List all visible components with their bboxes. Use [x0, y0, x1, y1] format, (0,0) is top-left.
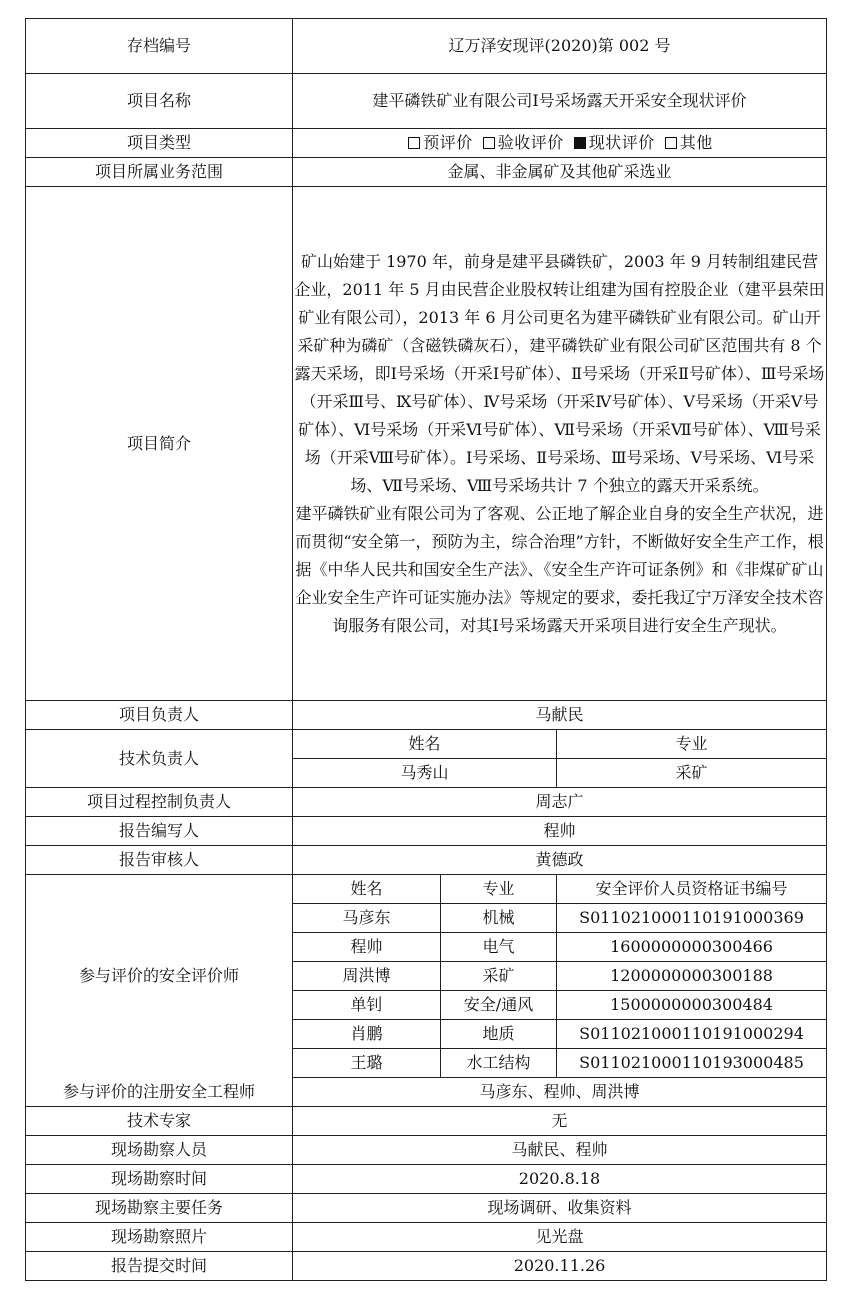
site-photos-label: 现场勘察照片 — [26, 1223, 293, 1252]
evaluator-name: 肖鹏 — [293, 1020, 441, 1049]
process-control-row — [26, 788, 827, 817]
site-staff-label: 现场勘察人员 — [26, 1136, 293, 1165]
evaluator-major: 机械 — [441, 904, 557, 933]
site-photos-value: 见光盘 — [293, 1223, 827, 1252]
site-task-value: 现场调研、收集资料 — [293, 1194, 827, 1223]
site-time-value: 2020.8.18 — [293, 1165, 827, 1194]
tech-lead-label: 技术负责人 — [26, 730, 293, 788]
site-time-row — [26, 1165, 827, 1194]
site-staff-value: 马献民、程帅 — [293, 1136, 827, 1165]
project-name-label: 项目名称 — [26, 74, 293, 129]
tech-lead-major: 采矿 — [557, 759, 827, 788]
registered-engineers-row — [26, 1078, 827, 1107]
intro-label: 项目简介 — [26, 187, 293, 701]
business-scope-value: 金属、非金属矿及其他矿采选业 — [293, 158, 827, 187]
evaluator-name: 王璐 — [293, 1049, 441, 1078]
evaluator-name: 程帅 — [293, 933, 441, 962]
intro-paragraph: 建平磷铁矿业有限公司为了客观、公正地了解企业自身的安全生产状况，进而贯彻“安全第一，预防为主，综合治理”方针，不断做好安全生产工作，根据《中华人民共和国安全生产法》、《安全生产许可证条例》和《非煤矿矿山企业安全生产许可证实施办法》等规定的要求，委托我辽宁万泽安全技术咨询服务有限公司，对其Ⅰ号采场露天开采项目进行安全生产现状。 — [295, 503, 824, 635]
report-reviewer-label: 报告审核人 — [26, 846, 293, 875]
evaluators-label: 参与评价的安全评价师 — [26, 875, 293, 1078]
process-control-value: 周志广 — [293, 788, 827, 817]
registered-engineers-value: 马彦东、程帅、周洪博 — [293, 1078, 827, 1107]
report-writer-label: 报告编写人 — [26, 817, 293, 846]
submit-time-value: 2020.11.26 — [293, 1252, 827, 1281]
tech-lead-name: 马秀山 — [293, 759, 557, 788]
project-lead-value: 马献民 — [293, 701, 827, 730]
submit-time-label: 报告提交时间 — [26, 1252, 293, 1281]
evaluator-name: 周洪博 — [293, 962, 441, 991]
tech-expert-label: 技术专家 — [26, 1107, 293, 1136]
intro-row — [26, 187, 827, 701]
report-writer-row — [26, 817, 827, 846]
option-label: 验收评价 — [497, 133, 564, 152]
evaluator-cert: 1600000000300466 — [557, 933, 827, 962]
project-type-row — [26, 129, 827, 158]
project-name-value: 建平磷铁矿业有限公司Ⅰ号采场露天开采安全现状评价 — [293, 74, 827, 129]
archive-label: 存档编号 — [26, 19, 293, 74]
evaluator-cert: S011021000110193000485 — [557, 1049, 827, 1078]
report-reviewer-row — [26, 846, 827, 875]
submit-time-row — [26, 1252, 827, 1281]
tech-expert-row — [26, 1107, 827, 1136]
evaluator-major: 采矿 — [441, 962, 557, 991]
project-name-row — [26, 74, 827, 129]
archive-value: 辽万泽安现评(2020)第 002 号 — [293, 19, 827, 74]
project-lead-row — [26, 701, 827, 730]
site-task-label: 现场勘察主要任务 — [26, 1194, 293, 1223]
evaluator-cert: S011021000110191000294 — [557, 1020, 827, 1049]
site-time-label: 现场勘察时间 — [26, 1165, 293, 1194]
evaluator-name: 马彦东 — [293, 904, 441, 933]
tech-lead-col-major: 专业 — [557, 730, 827, 759]
checkbox-icon[interactable] — [665, 137, 677, 149]
business-scope-label: 项目所属业务范围 — [26, 158, 293, 187]
archive-row — [26, 19, 827, 74]
option-label: 现状评价 — [588, 133, 655, 152]
evaluator-cert: S011021000110191000369 — [557, 904, 827, 933]
process-control-label: 项目过程控制负责人 — [26, 788, 293, 817]
option-pre-evaluation[interactable] — [406, 133, 473, 152]
project-type-options — [293, 129, 827, 158]
project-info-form — [25, 18, 827, 1281]
registered-engineers-label: 参与评价的注册安全工程师 — [26, 1078, 293, 1107]
project-lead-label: 项目负责人 — [26, 701, 293, 730]
evaluator-cert: 1200000000300188 — [557, 962, 827, 991]
option-label: 预评价 — [423, 133, 473, 152]
site-task-row — [26, 1194, 827, 1223]
evaluators-header-row — [26, 875, 827, 904]
intro-content — [293, 187, 827, 701]
option-acceptance-evaluation[interactable] — [481, 133, 564, 152]
evaluator-cert: 1500000000300484 — [557, 991, 827, 1020]
option-other[interactable] — [663, 133, 713, 152]
checkbox-checked-icon[interactable] — [574, 137, 586, 149]
evaluator-name: 单钊 — [293, 991, 441, 1020]
checkbox-icon[interactable] — [408, 137, 420, 149]
evaluator-major: 地质 — [441, 1020, 557, 1049]
evaluator-major: 安全/通风 — [441, 991, 557, 1020]
project-type-label: 项目类型 — [26, 129, 293, 158]
tech-lead-header-row — [26, 730, 827, 759]
evaluator-major: 水工结构 — [441, 1049, 557, 1078]
option-status-evaluation[interactable] — [572, 133, 655, 152]
evaluators-col-major: 专业 — [441, 875, 557, 904]
site-photos-row — [26, 1223, 827, 1252]
business-scope-row — [26, 158, 827, 187]
tech-expert-value: 无 — [293, 1107, 827, 1136]
evaluators-col-name: 姓名 — [293, 875, 441, 904]
intro-paragraph: 矿山始建于 1970 年，前身是建平县磷铁矿，2003 年 9 月转制组建民营企业，2011 年 5 月由民营企业股权转让组建为国有控股企业（建平县荣田矿业有限公司），2013 年 6 月公司更名为建平磷铁矿业有限公司。矿山开采矿种为磷矿（含磁铁磷灰石），建平磷铁矿业有限公司矿区范围共有 8 个露天采场，即Ⅰ号采场（开采Ⅰ号矿体）、Ⅱ号采场（开采Ⅱ号矿体）、Ⅲ号采场（开采Ⅲ号、Ⅸ号矿体）、Ⅳ号采场（开采Ⅳ号矿体）、Ⅴ号采场（开采Ⅴ号矿体）、Ⅵ号采场（开采Ⅵ号矿体）、Ⅶ号采场（开采Ⅶ号矿体）、Ⅷ号采场（开采Ⅷ号矿体）。Ⅰ号采场、Ⅱ号采场、Ⅲ号采场、Ⅴ号采场、Ⅵ号采场、Ⅶ号采场、Ⅷ号采场共计 7 个独立的露天开采系统。 — [294, 251, 825, 495]
site-staff-row — [26, 1136, 827, 1165]
checkbox-icon[interactable] — [483, 137, 495, 149]
tech-lead-col-name: 姓名 — [293, 730, 557, 759]
report-writer-value: 程帅 — [293, 817, 827, 846]
report-reviewer-value: 黄德政 — [293, 846, 827, 875]
evaluators-col-cert: 安全评价人员资格证书编号 — [557, 875, 827, 904]
evaluator-major: 电气 — [441, 933, 557, 962]
option-label: 其他 — [679, 133, 713, 152]
